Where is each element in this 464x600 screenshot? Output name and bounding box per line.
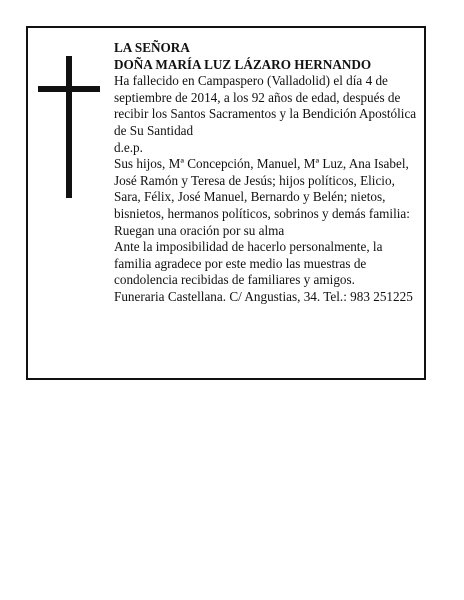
gratitude-message: Ante la imposibilidad de hacerlo personalmente, la familia agradece por este medio las muestras de condolencia recibidas de familiares y amigos. xyxy=(114,239,383,288)
cross-vertical-bar xyxy=(66,56,72,198)
cross-icon xyxy=(38,56,100,198)
deceased-name: DOÑA MARÍA LUZ LÁZARO HERNANDO xyxy=(114,56,372,72)
dep-abbreviation: d.e.p. xyxy=(114,139,143,155)
obituary-notice xyxy=(26,26,426,380)
family-list: Sus hijos, Mª Concepción, Manuel, Mª Luz, Ana Isabel, José Ramón y Teresa de Jesús; hijos políticos, Elicio, Sara, Félix, José Manuel, Bernardo y Belén; nietos, bisnietos, hermanos políticos, sobrinos y demás familia: xyxy=(114,156,410,221)
death-announcement: Ha fallecido en Campaspero (Valladolid) el día 4 de septiembre de 2014, a los 92 años de edad, después de recibir los Santos Sacramentos y la Bendición Apostólica de Su Santidad xyxy=(114,73,417,138)
notice-text-block xyxy=(114,40,420,306)
prayer-request: Ruegan una oración por su alma xyxy=(114,222,285,238)
notice-title: LA SEÑORA xyxy=(114,40,190,55)
funeral-home-contact: Funeraria Castellana. C/ Angustias, 34. Tel.: 983 251225 xyxy=(114,288,413,304)
cross-horizontal-bar xyxy=(38,86,100,92)
